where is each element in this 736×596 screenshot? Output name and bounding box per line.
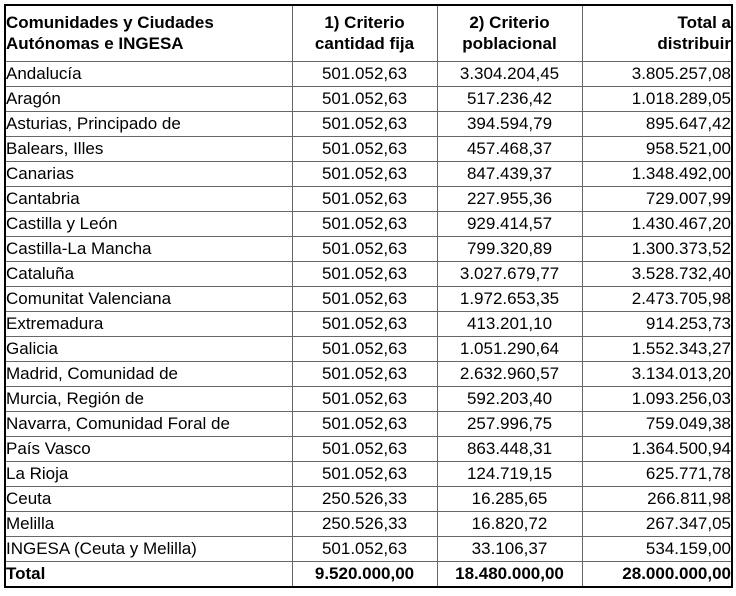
header-total: [582, 5, 732, 62]
total-distribuir-cell: 2.473.705,98: [582, 287, 732, 312]
criterio-cantidad-fija-cell: 501.052,63: [292, 537, 437, 562]
criterio-poblacional-cell: 929.414,57: [437, 212, 582, 237]
table-row: [5, 62, 732, 87]
criterio-poblacional-cell: 3.304.204,45: [437, 62, 582, 87]
criterio-poblacional-cell: 394.594,79: [437, 112, 582, 137]
total-distribuir-cell: 3.134.013,20: [582, 362, 732, 387]
table-row: [5, 512, 732, 537]
total-distribuir-cell: 267.347,05: [582, 512, 732, 537]
table-row: [5, 412, 732, 437]
criterio-cantidad-fija-cell: 9.520.000,00: [292, 562, 437, 588]
table-row: [5, 212, 732, 237]
table-row: [5, 487, 732, 512]
header-row: [5, 5, 732, 62]
table-row: [5, 187, 732, 212]
criterio-cantidad-fija-cell: 501.052,63: [292, 162, 437, 187]
table-row: [5, 312, 732, 337]
community-name-cell: Balears, Illes: [5, 137, 292, 162]
criterio-poblacional-cell: 863.448,31: [437, 437, 582, 462]
total-distribuir-cell: 1.018.289,05: [582, 87, 732, 112]
criterio-cantidad-fija-cell: 250.526,33: [292, 512, 437, 537]
total-distribuir-cell: 266.811,98: [582, 487, 732, 512]
total-distribuir-cell: 1.364.500,94: [582, 437, 732, 462]
community-name-cell: Madrid, Comunidad de: [5, 362, 292, 387]
criterio-cantidad-fija-cell: 501.052,63: [292, 462, 437, 487]
criterio-poblacional-cell: 3.027.679,77: [437, 262, 582, 287]
total-distribuir-cell: 895.647,42: [582, 112, 732, 137]
total-distribuir-cell: 625.771,78: [582, 462, 732, 487]
header-criterio-poblacional-line1: 2) Criterio: [469, 13, 550, 33]
header-communities-line1: Comunidades y Ciudades: [6, 13, 214, 33]
community-name-cell: INGESA (Ceuta y Melilla): [5, 537, 292, 562]
total-distribuir-cell: 1.300.373,52: [582, 237, 732, 262]
header-criterio-fijo-line2: cantidad fija: [314, 33, 415, 53]
criterio-poblacional-cell: 16.285,65: [437, 487, 582, 512]
community-name-cell: Extremadura: [5, 312, 292, 337]
total-distribuir-cell: 729.007,99: [582, 187, 732, 212]
table-row: [5, 537, 732, 562]
criterio-poblacional-cell: 799.320,89: [437, 237, 582, 262]
criterio-poblacional-cell: 227.955,36: [437, 187, 582, 212]
total-distribuir-cell: 1.093.256,03: [582, 387, 732, 412]
total-distribuir-cell: 914.253,73: [582, 312, 732, 337]
total-distribuir-cell: 958.521,00: [582, 137, 732, 162]
table-row: [5, 387, 732, 412]
total-distribuir-cell: 1.430.467,20: [582, 212, 732, 237]
header-communities-line2: Autónomas e INGESA: [6, 33, 184, 53]
community-name-cell: Galicia: [5, 337, 292, 362]
community-name-cell: Melilla: [5, 512, 292, 537]
criterio-poblacional-cell: 33.106,37: [437, 537, 582, 562]
table-body: [5, 62, 732, 588]
community-name-cell: Andalucía: [5, 62, 292, 87]
criterio-cantidad-fija-cell: 501.052,63: [292, 437, 437, 462]
header-criterio-poblacional-line2: poblacional: [462, 33, 557, 53]
criterio-poblacional-cell: 2.632.960,57: [437, 362, 582, 387]
table-row: [5, 437, 732, 462]
criterio-cantidad-fija-cell: 501.052,63: [292, 112, 437, 137]
total-distribuir-cell: 28.000.000,00: [582, 562, 732, 588]
criterio-cantidad-fija-cell: 501.052,63: [292, 387, 437, 412]
community-name-cell: Cantabria: [5, 187, 292, 212]
community-name-cell: Cataluña: [5, 262, 292, 287]
allocation-table: [4, 4, 733, 588]
total-distribuir-cell: 1.552.343,27: [582, 337, 732, 362]
header-total-line2: distribuir: [657, 33, 731, 53]
criterio-cantidad-fija-cell: 501.052,63: [292, 412, 437, 437]
community-name-cell: Navarra, Comunidad Foral de: [5, 412, 292, 437]
criterio-cantidad-fija-cell: 501.052,63: [292, 212, 437, 237]
criterio-poblacional-cell: 16.820,72: [437, 512, 582, 537]
community-name-cell: Castilla-La Mancha: [5, 237, 292, 262]
community-name-cell: La Rioja: [5, 462, 292, 487]
criterio-poblacional-cell: 517.236,42: [437, 87, 582, 112]
table-row: [5, 362, 732, 387]
criterio-cantidad-fija-cell: 501.052,63: [292, 87, 437, 112]
total-row: [5, 562, 732, 588]
criterio-cantidad-fija-cell: 501.052,63: [292, 312, 437, 337]
table-row: [5, 112, 732, 137]
criterio-cantidad-fija-cell: 250.526,33: [292, 487, 437, 512]
table-row: [5, 162, 732, 187]
total-distribuir-cell: 759.049,38: [582, 412, 732, 437]
criterio-poblacional-cell: 457.468,37: [437, 137, 582, 162]
criterio-cantidad-fija-cell: 501.052,63: [292, 237, 437, 262]
criterio-cantidad-fija-cell: 501.052,63: [292, 362, 437, 387]
community-name-cell: Asturias, Principado de: [5, 112, 292, 137]
community-name-cell: Comunitat Valenciana: [5, 287, 292, 312]
header-criterio-fijo-line1: 1) Criterio: [324, 13, 405, 33]
criterio-cantidad-fija-cell: 501.052,63: [292, 287, 437, 312]
criterio-poblacional-cell: 18.480.000,00: [437, 562, 582, 588]
criterio-cantidad-fija-cell: 501.052,63: [292, 337, 437, 362]
criterio-poblacional-cell: 592.203,40: [437, 387, 582, 412]
community-name-cell: Canarias: [5, 162, 292, 187]
criterio-cantidad-fija-cell: 501.052,63: [292, 62, 437, 87]
criterio-poblacional-cell: 847.439,37: [437, 162, 582, 187]
community-name-cell: Castilla y León: [5, 212, 292, 237]
criterio-poblacional-cell: 413.201,10: [437, 312, 582, 337]
table-row: [5, 462, 732, 487]
header-criterio-poblacional: [437, 5, 582, 62]
header-communities: [5, 5, 292, 62]
criterio-cantidad-fija-cell: 501.052,63: [292, 137, 437, 162]
total-distribuir-cell: 3.528.732,40: [582, 262, 732, 287]
table-row: [5, 337, 732, 362]
criterio-poblacional-cell: 257.996,75: [437, 412, 582, 437]
table-row: [5, 237, 732, 262]
total-distribuir-cell: 1.348.492,00: [582, 162, 732, 187]
criterio-poblacional-cell: 124.719,15: [437, 462, 582, 487]
community-name-cell: Ceuta: [5, 487, 292, 512]
table-row: [5, 87, 732, 112]
header-criterio-fijo: [292, 5, 437, 62]
table-row: [5, 137, 732, 162]
community-name-cell: Murcia, Región de: [5, 387, 292, 412]
total-distribuir-cell: 3.805.257,08: [582, 62, 732, 87]
criterio-cantidad-fija-cell: 501.052,63: [292, 262, 437, 287]
community-name-cell: Aragón: [5, 87, 292, 112]
table-row: [5, 287, 732, 312]
criterio-poblacional-cell: 1.972.653,35: [437, 287, 582, 312]
community-name-cell: Total: [5, 562, 292, 588]
criterio-cantidad-fija-cell: 501.052,63: [292, 187, 437, 212]
community-name-cell: País Vasco: [5, 437, 292, 462]
table-header: [5, 5, 732, 62]
criterio-poblacional-cell: 1.051.290,64: [437, 337, 582, 362]
header-total-line1: Total a: [677, 13, 731, 33]
total-distribuir-cell: 534.159,00: [582, 537, 732, 562]
table-row: [5, 262, 732, 287]
